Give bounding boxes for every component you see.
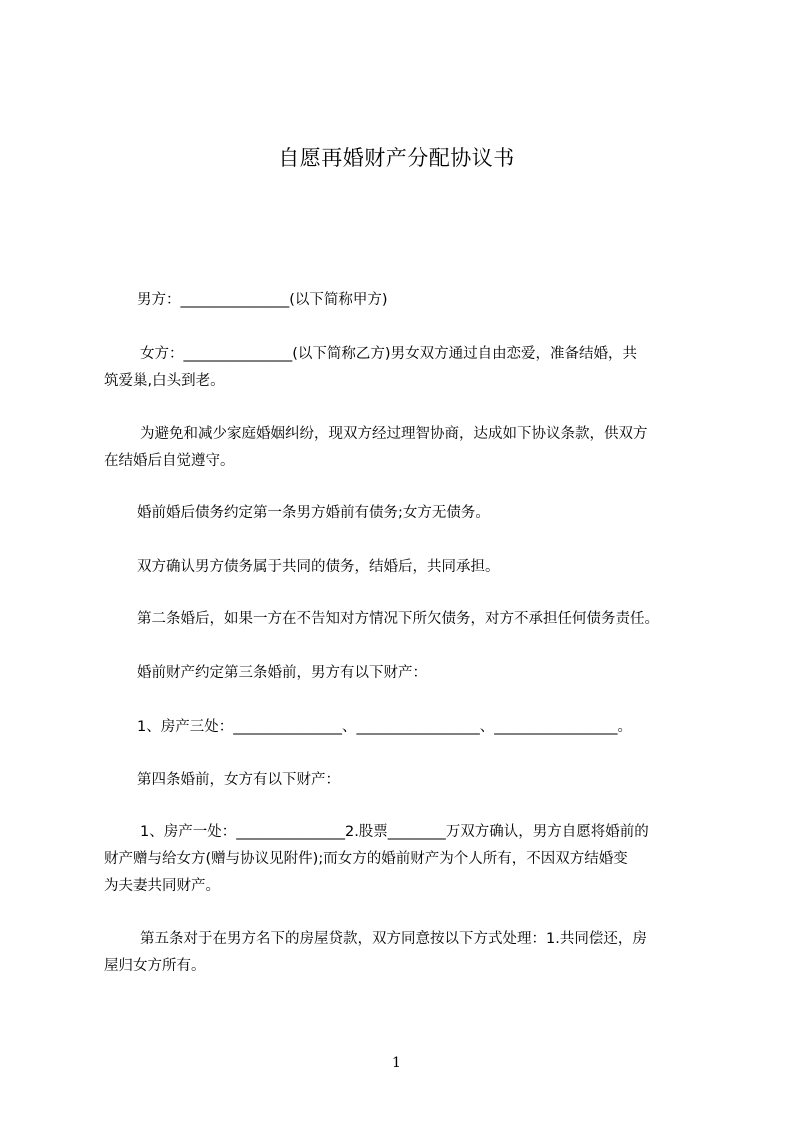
text-line: 婚前财产约定第三条婚前，男方有以下财产： — [137, 665, 427, 681]
paragraph-male-party — [104, 287, 698, 314]
text-line: 为夫妻共同财产。 — [104, 878, 220, 894]
paragraph-property-clause-3 — [104, 660, 698, 687]
text-line: 第五条对于在男方名下的房屋贷款，双方同意按以下方式处理：1.共同偿还，房 — [140, 931, 647, 947]
text-line: 婚前婚后债务约定第一条男方婚前有债务;女方无债务。 — [137, 505, 490, 521]
text-line: 第二条婚后，如果一方在不告知对方情况下所欠债务，对方不承担任何债务责任。 — [137, 611, 659, 627]
text-line: 1、房产三处：_______________、_________________、_________________。 — [137, 719, 632, 735]
text-line: 筑爱巢,白头到老。 — [104, 373, 225, 389]
paragraph-female-party — [104, 341, 698, 395]
text-line: 第四条婚前，女方有以下财产： — [137, 772, 340, 788]
text-line: 屋归女方所有。 — [104, 958, 206, 974]
text-line: 双方确认男方债务属于共同的债务，结婚后，共同承担。 — [137, 559, 500, 575]
paragraph-debt-shared — [104, 554, 698, 581]
document-title: 自愿再婚财产分配协议书 — [278, 146, 515, 170]
text-line: 男方：_______________(以下简称甲方) — [137, 292, 388, 308]
paragraph-purpose — [104, 421, 698, 475]
text-line: 财产赠与给女方(赠与协议见附件);而女方的婚前财产为个人所有，不因双方结婚变 — [104, 851, 628, 867]
text-line: 女方：_______________(以下简称乙方)男女双方通过自由恋爱，准备结婚，共 — [140, 346, 638, 362]
text-line: 在结婚后自觉遵守。 — [104, 453, 235, 469]
paragraph-loan-clause-5 — [104, 926, 698, 980]
text-line: 1、房产一处：_______________2.股票________万双方确认，男方自愿将婚前的 — [140, 824, 649, 840]
page-number: 1 — [392, 1055, 401, 1071]
paragraph-property-clause-4 — [104, 767, 698, 794]
paragraph-female-property — [104, 819, 698, 900]
paragraph-male-property — [104, 714, 698, 741]
paragraph-debt-clause-2 — [104, 606, 698, 633]
paragraph-debt-clause-1 — [104, 500, 698, 527]
text-line: 为避免和减少家庭婚姻纠纷，现双方经过理智协商，达成如下协议条款，供双方 — [140, 426, 648, 442]
